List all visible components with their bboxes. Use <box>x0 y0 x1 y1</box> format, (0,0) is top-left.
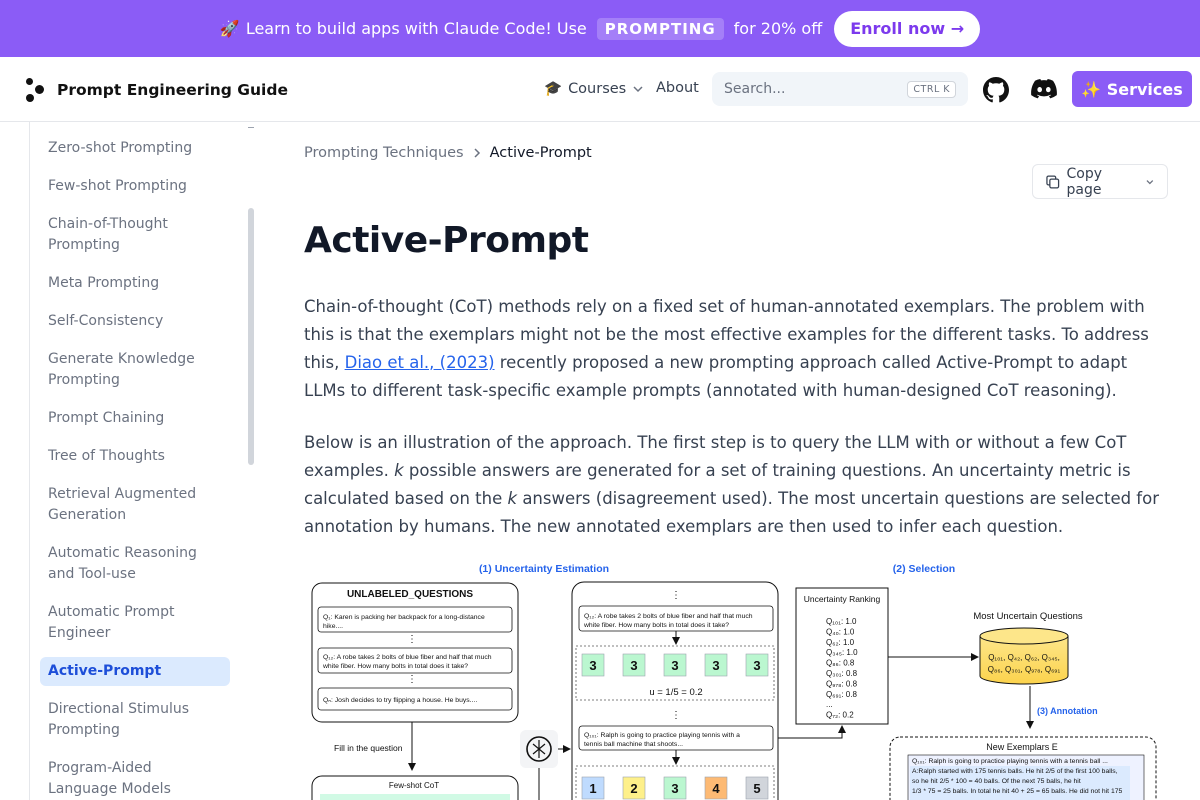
ranking-item: Q₆₉₁: 0.8 <box>826 689 857 699</box>
sidebar-nav <box>0 122 270 800</box>
promo-text <box>220 18 822 40</box>
svg-text:⋮: ⋮ <box>671 590 681 601</box>
copy-page-label: Copy page <box>1066 165 1103 198</box>
exemplar-text: A:Ralph started with 175 tennis balls. He hit 2/5 of the first 100 balls, <box>912 768 1118 775</box>
few-shot-cot-label: Few-shot CoT <box>388 781 440 790</box>
sidebar-list <box>40 134 230 800</box>
sidebar-item-directional-stimulus[interactable]: Directional Stimulus Prompting <box>48 701 189 738</box>
search-placeholder: Search... <box>724 81 786 97</box>
approach-text-c: answers (disagreement used). The most uncertain questions are selected for annotation by humans. The new annotated exemplars are then used to infer each question. <box>304 489 1159 536</box>
ranking-item: Q₃₄₅: 1.0 <box>826 648 858 658</box>
paper-link[interactable]: Diao et al., (2023) <box>344 353 495 372</box>
intro-text-end: recently proposed a new prompting approach called Active-Prompt to adapt LLMs to different task-specific example prompts (annotated with human-designed CoT reasoning). <box>304 353 1128 400</box>
services-button[interactable]: ✨ Services <box>1072 71 1192 107</box>
unlabeled-questions-title: UNLABELED_QUESTIONS <box>346 589 474 600</box>
exemplar-text: Q₁₀₁: Ralph is going to practice playing tennis with a tennis ball ... <box>912 758 1108 765</box>
diagram-svg <box>304 558 1164 800</box>
approach-text-a: Below is an illustration of the approach. The first step is to query the LLM with or without a few CoT examples. <box>304 433 1127 480</box>
sidebar-item-art[interactable]: Automatic Reasoning and Tool-use <box>48 545 197 582</box>
most-uncertain-title: Most Uncertain Questions <box>973 611 1083 622</box>
label-selection: (2) Selection <box>892 563 956 575</box>
sidebar-item-active-prompt[interactable]: Active-Prompt <box>40 657 230 686</box>
question-text: Qₙ: Josh decides to try flipping a house. He buys.... <box>323 697 478 704</box>
uncertainty-equation: u = 1/5 = 0.2 <box>649 687 703 698</box>
answer-tile-label: 3 <box>671 781 679 796</box>
uncertainty-ranking-title: Uncertainty Ranking <box>803 594 881 604</box>
answer-tile-label: 3 <box>671 658 679 673</box>
sidebar-item-ape[interactable]: Automatic Prompt Engineer <box>48 604 175 641</box>
answer-tile-label: 5 <box>753 781 761 796</box>
db-questions: Q₁₀₁, Q₄₂, Q₆₂, Q₃₄₅, <box>988 653 1060 662</box>
promo-text-before: Learn to build apps with Claude Code! Use <box>245 19 587 38</box>
courses-menu[interactable] <box>544 80 644 97</box>
rocket-icon: 🚀 <box>219 19 240 38</box>
ranking-item: Q₈₆: 0.8 <box>826 658 855 668</box>
fill-in-label: Fill in the question <box>334 743 403 753</box>
promo-text-after: for 20% off <box>733 19 823 38</box>
sidebar-item-self-consistency[interactable]: Self-Consistency <box>48 313 164 329</box>
question-text: Q₁: Karen is packing her backpack for a long-distance <box>323 614 485 621</box>
question-text: Q₁₂: A robe takes 2 bolts of blue fiber and half that much <box>323 654 492 661</box>
sidebar-item-meta-prompting[interactable]: Meta Prompting <box>48 275 160 291</box>
answer-tile-label: 3 <box>630 658 638 673</box>
answer-tile-label: 3 <box>753 658 761 673</box>
discord-icon[interactable] <box>1031 79 1057 99</box>
svg-text:⋮: ⋮ <box>407 674 417 685</box>
sidebar-item-zero-shot[interactable]: Zero-shot Prompting <box>48 140 193 156</box>
svg-text:⋮: ⋮ <box>407 634 417 645</box>
sidebar-scrollbar[interactable] <box>248 208 254 465</box>
chevron-right-icon <box>472 147 482 159</box>
logo-icon <box>25 77 47 103</box>
sidebar-item-tree-of-thoughts[interactable]: Tree of Thoughts <box>48 448 165 464</box>
active-prompt-diagram <box>304 558 1164 800</box>
exemplar-text: 1/3 * 75 = 25 balls. In total he hit 40 + 25 = 65 balls. He did not hit 175 <box>912 788 1123 795</box>
ranking-item: Q₉₇₈: 0.8 <box>826 679 858 689</box>
question-text: Q₁₂: A robe takes 2 bolts of blue fiber and half that much <box>584 613 753 620</box>
search-input[interactable] <box>712 72 968 106</box>
sidebar-item-chain-of-thought[interactable]: Chain-of-Thought Prompting <box>48 216 168 253</box>
breadcrumb <box>304 145 592 161</box>
copy-icon <box>1045 174 1061 190</box>
site-logo-link[interactable] <box>25 77 288 103</box>
site-title: Prompt Engineering Guide <box>57 81 288 99</box>
breadcrumb-parent[interactable]: Prompting Techniques <box>304 145 464 161</box>
ranking-item: Q₄₀: 1.0 <box>826 627 855 637</box>
sidebar-item-few-shot[interactable]: Few-shot Prompting <box>48 178 187 194</box>
question-text: hike.... <box>323 623 344 630</box>
chevron-down-icon <box>1145 177 1155 187</box>
ranking-item: Q₃₀₁: 0.8 <box>826 669 858 678</box>
answer-tile-label: 2 <box>630 781 638 796</box>
ranking-item: Q₇₂: 0.2 <box>826 710 854 720</box>
sidebar-collapse-marker <box>248 122 254 128</box>
answer-tile-label: 3 <box>589 658 597 673</box>
ranking-item: Q₆₂: 1.0 <box>826 637 855 647</box>
enroll-now-button[interactable]: Enroll now → <box>834 11 980 47</box>
courses-icon: 🎓 <box>544 81 563 97</box>
question-text: tennis ball machine that shoots... <box>584 741 683 748</box>
exemplar-text: so he hit 2/5 * 100 = 40 balls. Of the next 75 balls, he hit <box>912 778 1081 785</box>
k-variable: k <box>394 461 404 480</box>
question-text: white fiber. How many bolts in total does it take? <box>323 663 469 670</box>
ranking-item: Q₁₀₁: 1.0 <box>826 617 857 626</box>
label-uncertainty-estimation: (1) Uncertainty Estimation <box>478 563 610 575</box>
approach-text-b: possible answers are generated for a set of training questions. An uncertainty metric is calculated based on the <box>304 461 1131 508</box>
about-link[interactable]: About <box>656 80 699 96</box>
intro-text-start: Chain-of-thought (CoT) methods rely on a fixed set of human-annotated exemplars. The problem with this is that the exemplars might not be the most effective examples for the different tasks. To address this, <box>304 297 1149 372</box>
sidebar-item-prompt-chaining[interactable]: Prompt Chaining <box>48 410 165 426</box>
answer-tile-label: 4 <box>712 781 720 796</box>
github-icon[interactable] <box>983 77 1009 103</box>
sidebar-item-generate-knowledge[interactable]: Generate Knowledge Prompting <box>48 351 195 388</box>
ranking-item: ... <box>826 700 833 710</box>
k-variable: k <box>507 489 518 508</box>
sidebar-item-rag[interactable]: Retrieval Augmented Generation <box>48 486 197 523</box>
approach-paragraph <box>304 429 1164 541</box>
intro-paragraph <box>304 293 1164 405</box>
sidebar-divider <box>29 122 30 800</box>
copy-page-button[interactable] <box>1032 164 1168 199</box>
chevron-down-icon <box>632 83 644 95</box>
svg-text:⋮: ⋮ <box>671 710 681 721</box>
search-shortcut: CTRL K <box>907 81 956 98</box>
highlight-strip <box>320 794 510 800</box>
new-exemplars-title: New Exemplars E <box>986 742 1058 752</box>
answer-tile-label: 1 <box>589 781 597 796</box>
answer-tile-label: 3 <box>712 658 720 673</box>
question-text: Q₁₀₁: Ralph is going to practice playing tennis with a <box>584 732 740 739</box>
promo-code: PROMPTING <box>597 18 724 40</box>
sidebar-item-pal[interactable]: Program-Aided Language Models <box>48 760 171 797</box>
label-annotation: (3) Annotation <box>1037 706 1098 716</box>
courses-label: Courses <box>568 80 627 97</box>
question-text: white fiber. How many bolts in total does it take? <box>584 622 730 629</box>
breadcrumb-current: Active-Prompt <box>489 145 592 161</box>
promo-banner <box>0 0 1200 57</box>
db-questions: Q₈₆, Q₃₀₁, Q₉₇₈, Q₆₉₁ <box>987 665 1061 674</box>
top-header <box>0 57 1200 122</box>
page-title: Active-Prompt <box>304 220 589 261</box>
